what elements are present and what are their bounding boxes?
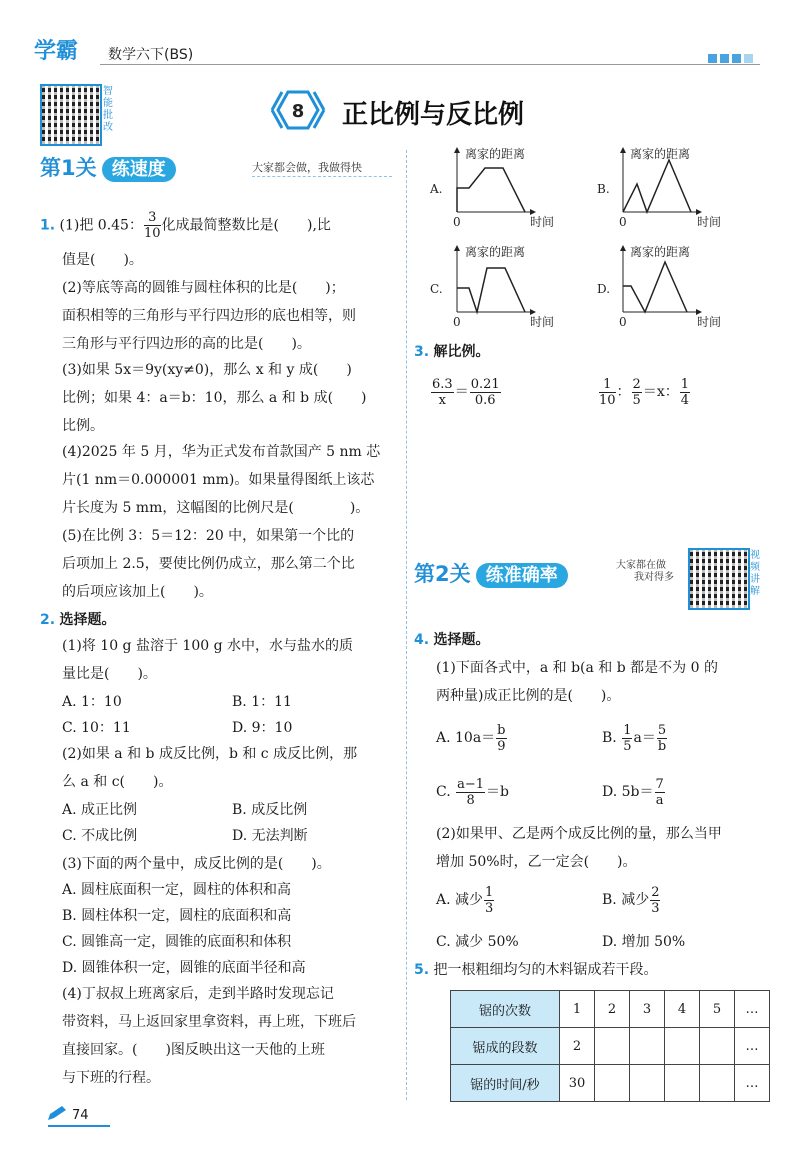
svg-text:B.: B. <box>597 182 610 196</box>
q1-line13: 后项加上 2.5，要使比例仍成立，那么第二个比 <box>62 556 355 572</box>
q2-p2-line2: 么 a 和 c( )。 <box>62 774 173 790</box>
svg-text:D.: D. <box>597 282 611 296</box>
svg-text:0: 0 <box>453 315 461 329</box>
q2-p2-optC: C. 不成比例 <box>62 828 138 844</box>
svg-text:0: 0 <box>619 215 627 229</box>
graph-A <box>429 146 554 229</box>
graph-C <box>430 244 554 329</box>
section1-pill: 练速度 <box>102 157 176 182</box>
q1-line9: (4)2025 年 5 月，华为正式发布首款国产 5 nm 芯 <box>62 444 381 460</box>
table-cell: 5 <box>700 991 735 1028</box>
q3-equation2: $\frac{1}{10}$ ： $\frac{2}{5}$ ＝x： $\frac{1}{4}$ <box>599 376 690 408</box>
lesson-number: 8 <box>291 101 305 122</box>
q1-line11: 片长度为 5 mm，这幅图的比例尺是( )。 <box>62 500 370 516</box>
table-row <box>451 1065 770 1102</box>
q4-p2-optA: A. 减少 $\frac{1}{3}$ <box>436 884 494 916</box>
q1-line10: 片(1 nm＝0.000001 mm)。如果量得图纸上该芯 <box>62 472 375 488</box>
svg-text:时间: 时间 <box>530 315 555 329</box>
table-input-cell[interactable] <box>665 1065 700 1102</box>
footer-rule <box>48 1125 110 1127</box>
qr-label-video: 视频讲解 <box>750 550 760 597</box>
q4-p2-optD: D. 增加 50% <box>602 934 686 950</box>
q4-p2-line2: 增加 50%时，乙一定会( )。 <box>436 854 637 870</box>
section1-underline <box>252 176 392 177</box>
table-row <box>451 1028 770 1065</box>
q1-line2: 值是( )。 <box>62 252 143 268</box>
section2-tag: 大家都在做 我对得多 <box>616 560 674 583</box>
svg-text:时间: 时间 <box>530 215 555 229</box>
q4-heading: 4. 选择题。 <box>414 632 490 648</box>
table-input-cell[interactable] <box>595 1065 630 1102</box>
svg-text:时间: 时间 <box>697 315 722 329</box>
book-title: 数学六下(BS) <box>108 47 194 63</box>
svg-text:C.: C. <box>430 282 443 296</box>
svg-text:时间: 时间 <box>697 215 722 229</box>
table-input-cell[interactable] <box>700 1065 735 1102</box>
table-row <box>451 991 770 1028</box>
table-cell: … <box>735 1065 770 1102</box>
q1-line6: (3)如果 5x＝9y(xy≠0)，那么 x 和 y 成( ) <box>62 362 352 378</box>
q2-p4-line3: 直接回家。( )图反映出这一天他的上班 <box>62 1042 325 1058</box>
q4-p1-line1: (1)下面各式中，a 和 b(a 和 b 都是不为 0 的 <box>436 660 718 676</box>
q1-line14: 的后项应该加上( )。 <box>62 584 213 600</box>
section2-heading <box>414 558 568 588</box>
distance-time-graphs <box>425 140 745 340</box>
q2-p2-optA: A. 成正比例 <box>62 802 138 818</box>
svg-text:离家的距离: 离家的距离 <box>630 147 691 161</box>
q1-line5: 三角形与平行四边形的高的比是( )。 <box>62 336 311 352</box>
svg-text:离家的距离: 离家的距离 <box>465 245 526 259</box>
table-cell: 30 <box>560 1065 595 1102</box>
sawing-table <box>450 990 770 1102</box>
q2-p1-optA: A. 1：10 <box>62 694 122 710</box>
table-cell: 1 <box>560 991 595 1028</box>
q2-p1-optB: B. 1：11 <box>232 694 292 710</box>
table-cell: 4 <box>665 991 700 1028</box>
pencil-icon <box>46 1104 68 1122</box>
q2-heading: 2. 选择题。 <box>40 612 116 628</box>
q1-line4: 面积相等的三角形与平行四边形的底也相等，则 <box>62 308 356 324</box>
table-cell: 2 <box>560 1028 595 1065</box>
table-input-cell[interactable] <box>700 1028 735 1065</box>
q2-p1-optD: D. 9：10 <box>232 720 293 736</box>
lesson-number-badge <box>270 88 326 132</box>
q4-p2-optC: C. 减少 50% <box>436 934 519 950</box>
q2-p1-line1: (1)将 10 g 盐溶于 100 g 水中，水与盐水的质 <box>62 638 353 654</box>
lesson-title: 正比例与反比例 <box>342 100 525 130</box>
header-rule <box>100 64 760 65</box>
q2-p3-optB: B. 圆柱体积一定，圆柱的底面积和高 <box>62 908 292 924</box>
table-cell: 2 <box>595 991 630 1028</box>
table-input-cell[interactable] <box>630 1028 665 1065</box>
section1-tag: 大家都会做，我做得快 <box>252 161 362 174</box>
table-cell: … <box>735 1028 770 1065</box>
table-cell: … <box>735 991 770 1028</box>
q2-p4-line4: 与下班的行程。 <box>62 1070 160 1086</box>
q2-p2-optB: B. 成反比例 <box>232 802 308 818</box>
svg-text:离家的距离: 离家的距离 <box>630 245 691 259</box>
svg-text:离家的距离: 离家的距离 <box>465 147 526 161</box>
q4-p1-optA: A. 10a＝ $\frac{b}{9}$ <box>436 722 506 754</box>
graph-B <box>597 146 721 229</box>
section1-level: 第1关 <box>40 156 97 180</box>
q2-p1-optC: C. 10：11 <box>62 720 131 736</box>
q4-p1-optC: C. $\frac{a-1}{8}$ ＝b <box>436 776 510 808</box>
q2-p2-optD: D. 无法判断 <box>232 828 308 844</box>
q4-p1-line2: 两种量)成正比例的是( )。 <box>436 688 621 704</box>
table-cell: 3 <box>630 991 665 1028</box>
q2-p4-line1: (4)丁叔叔上班离家后，走到半路时发现忘记 <box>62 986 334 1002</box>
table-input-cell[interactable] <box>630 1065 665 1102</box>
q1-line8: 比例。 <box>62 418 104 434</box>
section2-level: 第2关 <box>414 562 471 586</box>
q4-p2-optB: B. 减少 $\frac{2}{3}$ <box>602 884 660 916</box>
table-header-cell: 锯的时间/秒 <box>451 1065 560 1102</box>
svg-text:0: 0 <box>453 215 461 229</box>
q2-p2-line1: (2)如果 a 和 b 成反比例，b 和 c 成反比例，那 <box>62 746 358 762</box>
table-input-cell[interactable] <box>665 1028 700 1065</box>
q4-p2-line1: (2)如果甲、乙是两个成反比例的量，那么当甲 <box>436 826 722 842</box>
table-input-cell[interactable] <box>595 1028 630 1065</box>
svg-text:A.: A. <box>430 182 443 196</box>
qr-code-grading[interactable] <box>40 84 102 146</box>
q5-heading: 5. 把一根粗细均匀的木料锯成若干段。 <box>414 962 658 978</box>
table-header-cell: 锯成的段数 <box>451 1028 560 1065</box>
qr-label-grading: 智能批改 <box>103 86 113 133</box>
svg-text:0: 0 <box>619 315 627 329</box>
section2-pill: 练准确率 <box>476 563 568 588</box>
brand-logo: 学霸 <box>34 39 79 64</box>
q2-p3-line1: (3)下面的两个量中，成反比例的是( )。 <box>62 856 331 872</box>
q1-fraction: $\frac{3}{10}$ <box>143 210 161 241</box>
section1-heading <box>40 152 176 182</box>
header-decoration <box>708 48 756 67</box>
q2-p1-line2: 量比是( )。 <box>62 666 157 682</box>
table-header-cell: 锯的次数 <box>451 991 560 1028</box>
q1-line3: (2)等底等高的圆锥与圆柱体积的比是( )； <box>62 280 345 296</box>
q1-line1: 1. (1)把 0.45： $\frac{3}{10}$ 化成最简整数比是( ),比 <box>40 210 331 241</box>
graph-D <box>597 244 721 329</box>
q2-p3-optC: C. 圆锥高一定，圆锥的底面积和体积 <box>62 934 292 950</box>
column-divider <box>406 150 407 1100</box>
q3-heading: 3. 解比例。 <box>414 344 490 360</box>
page-number: 74 <box>72 1108 89 1123</box>
q3-equation1: $\frac{6.3}{x}$ ＝ $\frac{0.21}{0.6}$ <box>432 376 500 408</box>
qr-code-video[interactable] <box>688 548 750 610</box>
q1-line7: 比例；如果 4：a＝b：10，那么 a 和 b 成( ) <box>62 390 367 406</box>
q4-p1-optB: B. $\frac{1}{5}$ a＝ $\frac{5}{b}$ <box>602 722 667 754</box>
q1-line12: (5)在比例 3：5＝12：20 中，如果第一个比的 <box>62 528 355 544</box>
q2-p4-line2: 带资料，马上返回家里拿资料，再上班，下班后 <box>62 1014 356 1030</box>
q2-p3-optD: D. 圆锥体积一定，圆锥的底面半径和高 <box>62 960 306 976</box>
q2-p3-optA: A. 圆柱底面积一定，圆柱的体积和高 <box>62 882 292 898</box>
q4-p1-optD: D. 5b＝ $\frac{7}{a}$ <box>602 776 664 808</box>
